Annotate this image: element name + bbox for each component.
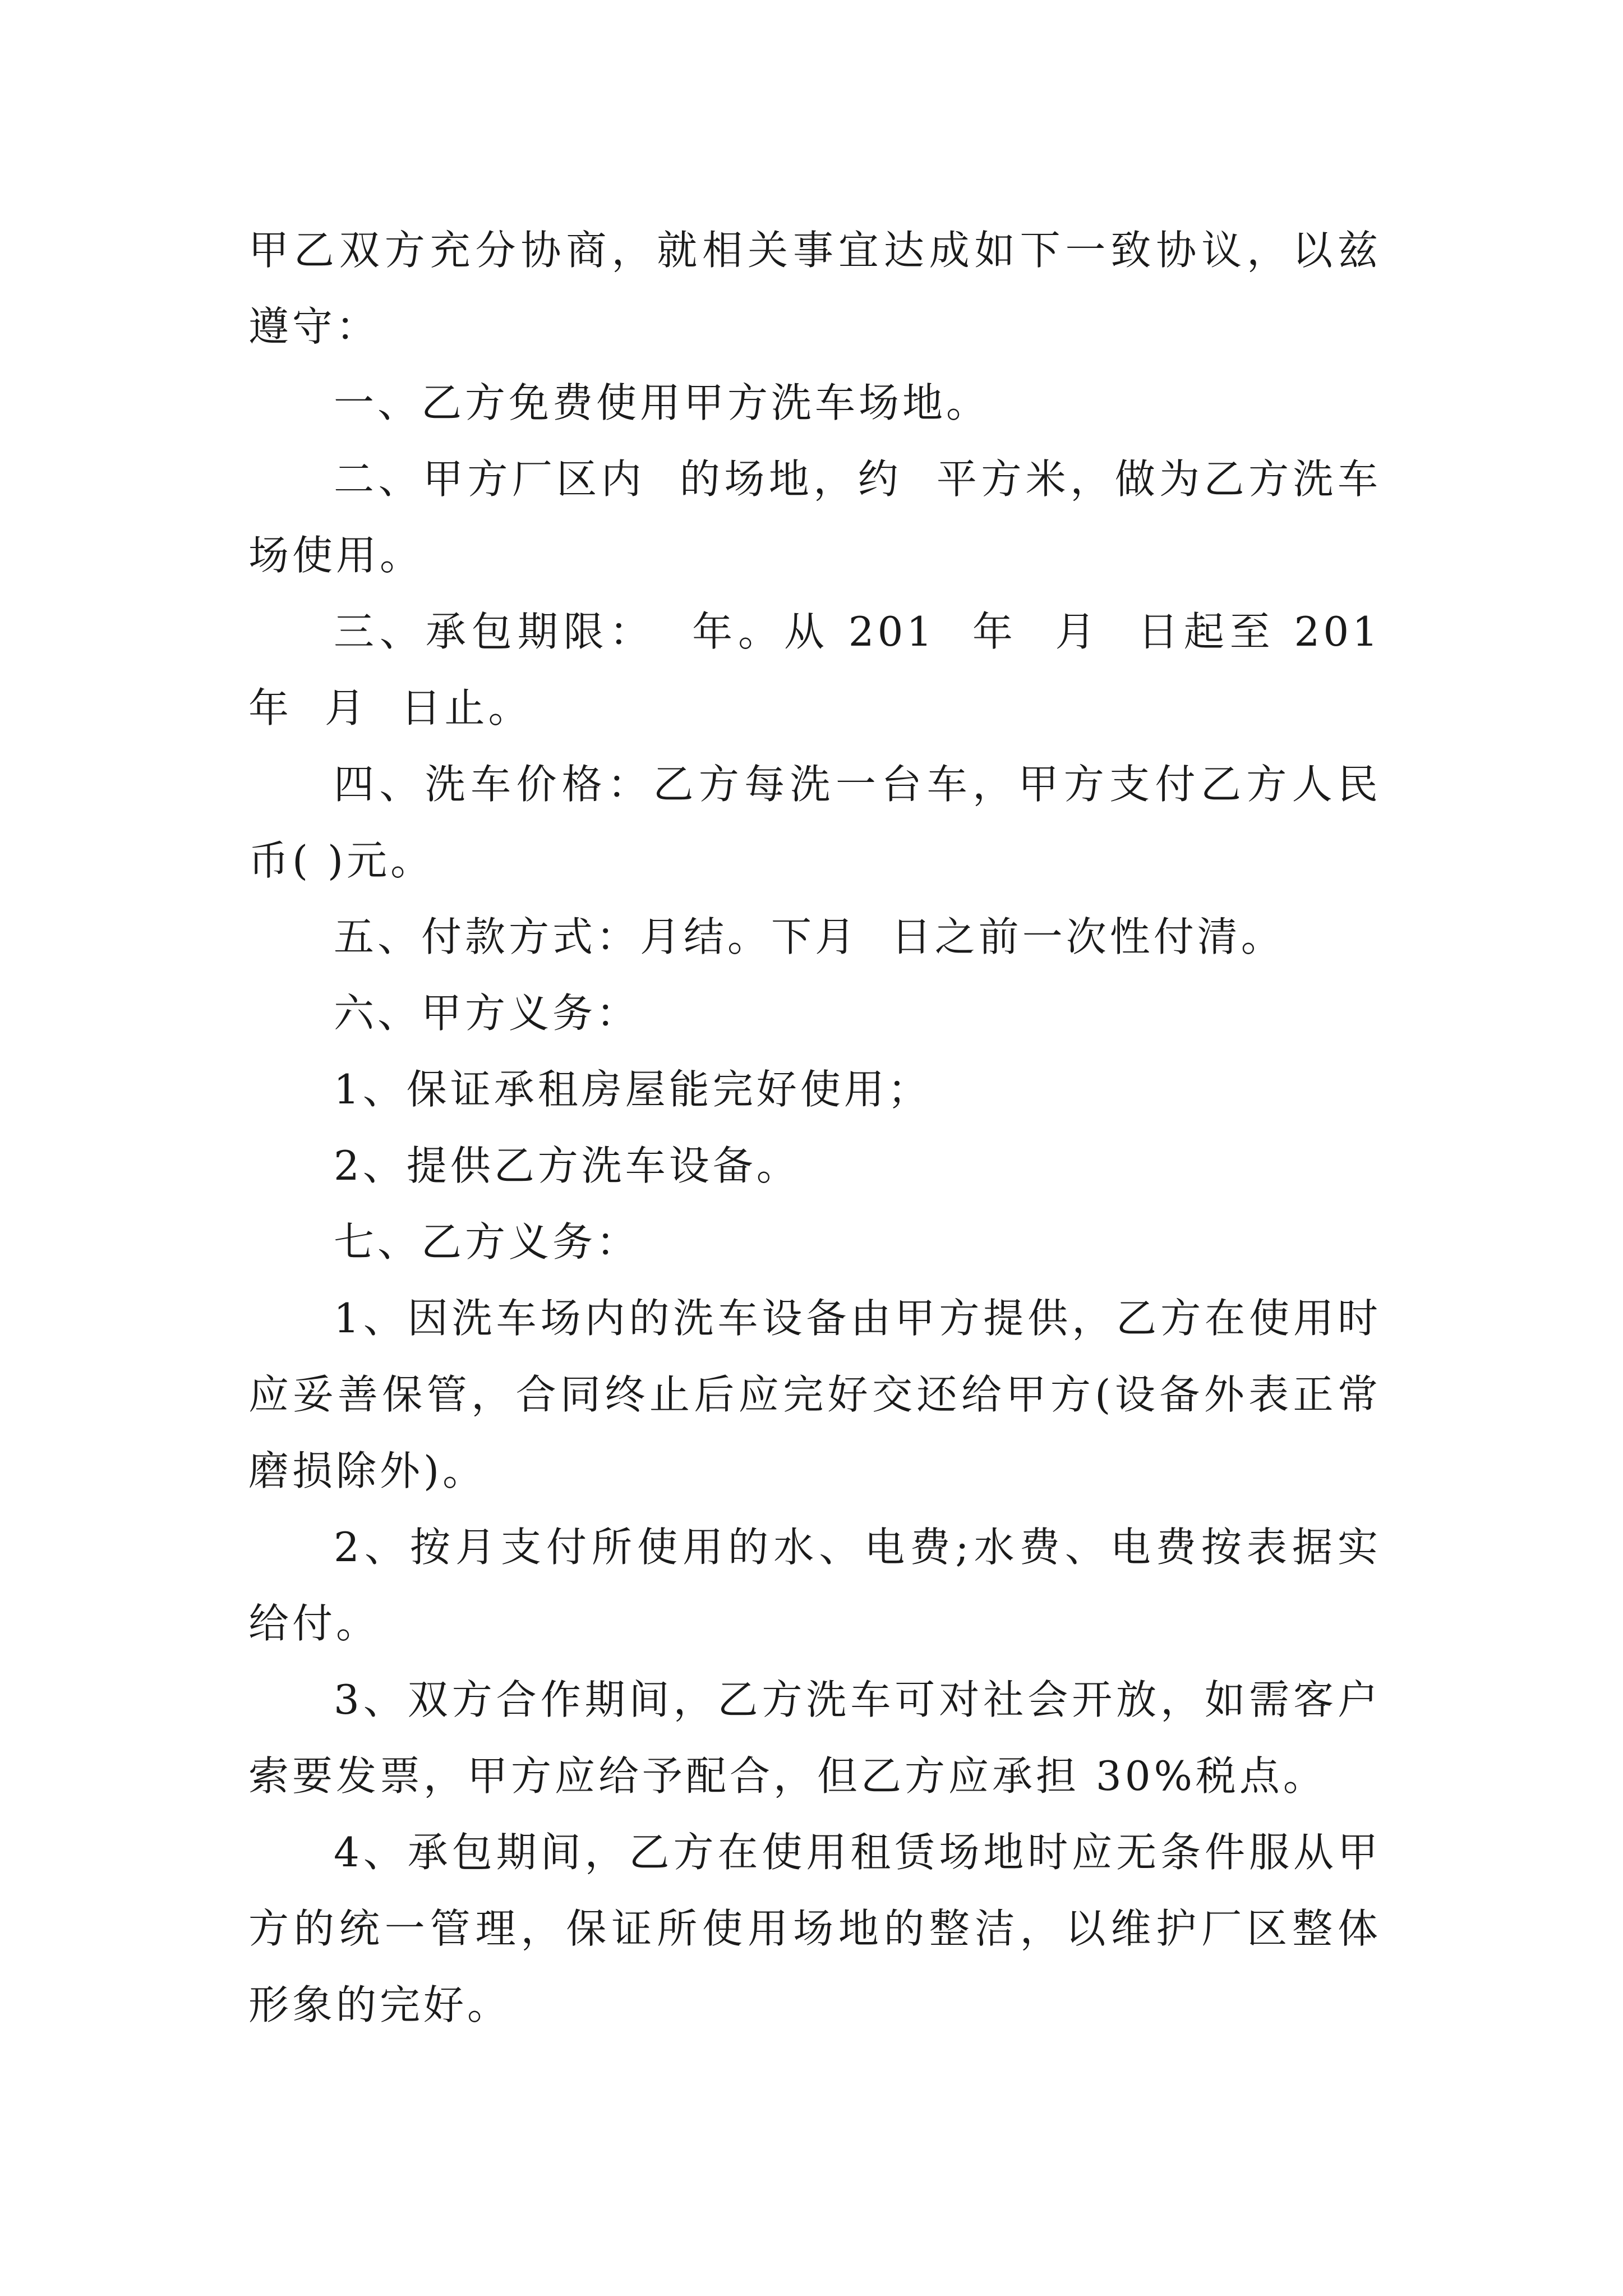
clause-4: 四、洗车价格：乙方每洗一台车，甲方支付乙方人民币( )元。 xyxy=(248,761,1381,884)
clause-7-item-2: 2、按月支付所使用的水、电费;水费、电费按表据实给付。 xyxy=(248,1524,1381,1647)
clause-3: 三、承包期限： 年。从 201 年 月 日起至 201 年 月 日止。 xyxy=(248,608,1414,731)
clause-7-item-3: 3、双方合作期间，乙方洗车可对社会开放，如需客户索要发票，甲方应给予配合，但乙方应承担 30%税点。 xyxy=(248,1676,1381,1800)
clause-6-item-1: 1、保证承租房屋能完好使用； xyxy=(334,1066,932,1113)
clause-2: 二、甲方厂区内 的场地，约 平方米，做为乙方洗车场使用。 xyxy=(248,455,1381,579)
clause-7-heading: 七、乙方义务： xyxy=(334,1218,640,1266)
clause-7-item-1: 1、因洗车场内的洗车设备由甲方提供，乙方在使用时应妥善保管，合同终止后应完好交还给甲方(设备外表正常磨损除外)。 xyxy=(248,1295,1381,1494)
clause-5: 五、付款方式：月结。下月 日之前一次性付清。 xyxy=(334,913,1285,960)
document-body xyxy=(248,212,1414,2043)
clause-1: 一、乙方免费使用甲方洗车场地。 xyxy=(334,379,990,426)
paragraph-intro: 甲乙双方充分协商，就相关事宜达成如下一致协议，以兹遵守： xyxy=(248,227,1381,350)
clause-7-item-4: 4、承包期间，乙方在使用租赁场地时应无条件服从甲方的统一管理，保证所使用场地的整洁，以维护厂区整体形象的完好。 xyxy=(248,1829,1381,2028)
clause-6-item-2: 2、提供乙方洗车设备。 xyxy=(334,1142,800,1189)
clause-6-heading: 六、甲方义务： xyxy=(334,990,640,1037)
